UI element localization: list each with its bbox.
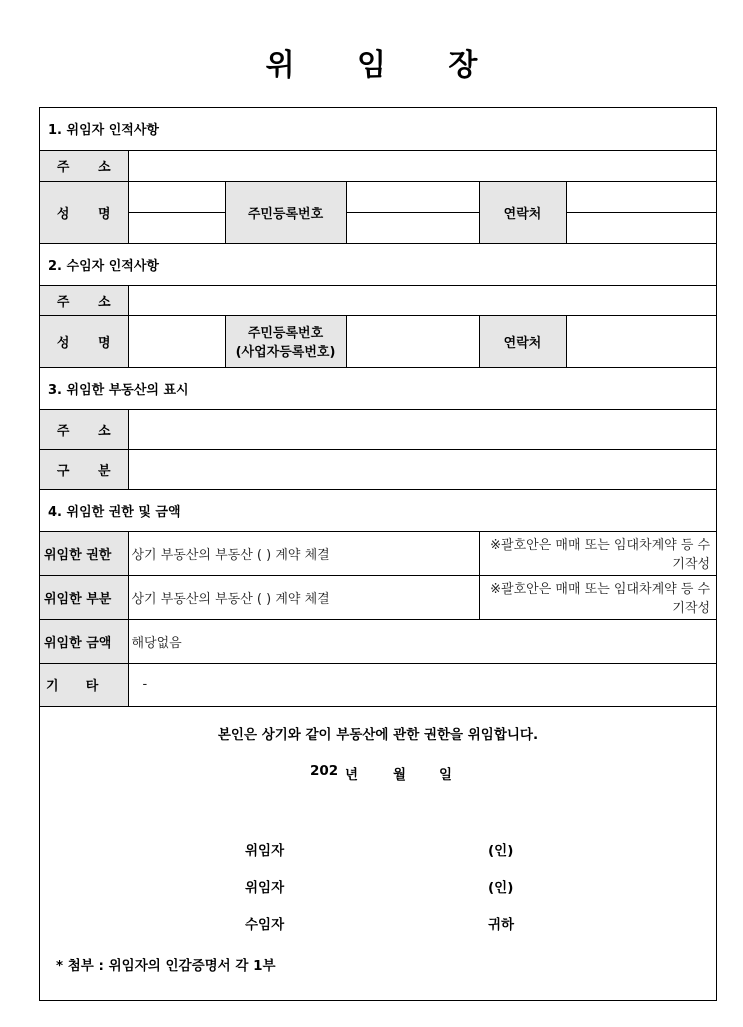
date-day-unit: 일 — [439, 766, 453, 783]
part-value[interactable]: 상기 부동산의 부동산 ( ) 계약 체결 — [128, 575, 479, 619]
signature-mark-2: (인) — [488, 879, 514, 896]
section-4-heading: 4. 위임한 권한 및 금액 — [40, 489, 716, 531]
property-type-field[interactable] — [128, 449, 716, 489]
delegator-contact-label: 연락처 — [479, 181, 566, 243]
section-2-heading: 2. 수임자 인적사항 — [40, 243, 716, 285]
form-table — [40, 108, 716, 707]
authority-value[interactable]: 상기 부동산의 부동산 ( ) 계약 체결 — [128, 531, 479, 575]
delegate-id-label — [225, 315, 346, 367]
delegation-form — [39, 107, 717, 1001]
authority-label: 위임한 권한 — [40, 531, 128, 575]
amount-label: 위임한 금액 — [40, 619, 128, 663]
authority-note: ※괄호안은 매매 또는 임대차계약 등 수기작성 — [479, 531, 716, 575]
delegation-statement: 본인은 상기와 같이 부동산에 관한 권한을 위임합니다. — [217, 726, 539, 743]
delegate-contact-field[interactable] — [566, 315, 716, 367]
delegator-address-label: 주 소 — [40, 150, 128, 181]
signature-mark-1: (인) — [488, 842, 514, 859]
delegate-contact-label: 연락처 — [479, 315, 566, 367]
signature-role-3: 수임자 — [245, 916, 285, 933]
other-value[interactable]: - — [128, 663, 716, 706]
delegate-id-field[interactable] — [346, 315, 479, 367]
signature-role-1: 위임자 — [245, 842, 285, 859]
delegator-id-label: 주민등록번호 — [225, 181, 346, 243]
date-month-unit: 월 — [393, 766, 407, 783]
delegate-name-label: 성 명 — [40, 315, 128, 367]
delegator-address-field[interactable] — [128, 150, 716, 181]
delegator-name-field[interactable] — [128, 181, 225, 243]
delegate-id-label-line2: (사업자등록번호) — [235, 345, 336, 360]
delegator-id-field[interactable] — [346, 181, 479, 243]
delegate-address-field[interactable] — [128, 285, 716, 315]
delegate-id-label-line1: 주민등록번호 — [247, 326, 324, 341]
part-note: ※괄호안은 매매 또는 임대차계약 등 수기작성 — [479, 575, 716, 619]
section-1-heading: 1. 위임자 인적사항 — [40, 108, 716, 150]
delegator-contact-field[interactable] — [566, 181, 716, 243]
delegate-address-label: 주 소 — [40, 285, 128, 315]
section-3-heading: 3. 위임한 부동산의 표시 — [40, 367, 716, 409]
property-address-field[interactable] — [128, 409, 716, 449]
delegate-name-field[interactable] — [128, 315, 225, 367]
signature-mark-3: 귀하 — [488, 916, 515, 933]
attachment-note: * 첨부 : 위임자의 인감증명서 각 1부 — [56, 957, 276, 974]
signature-role-2: 위임자 — [245, 879, 285, 896]
amount-value[interactable]: 해당없음 — [128, 619, 716, 663]
property-type-label: 구 분 — [40, 449, 128, 489]
document-title: 위 임 장 — [265, 48, 504, 83]
other-label: 기 타 — [40, 663, 128, 706]
date-year: 202 — [310, 762, 339, 779]
delegator-name-label: 성 명 — [40, 181, 128, 243]
property-address-label: 주 소 — [40, 409, 128, 449]
part-label: 위임한 부분 — [40, 575, 128, 619]
date-year-unit: 년 — [345, 766, 359, 783]
